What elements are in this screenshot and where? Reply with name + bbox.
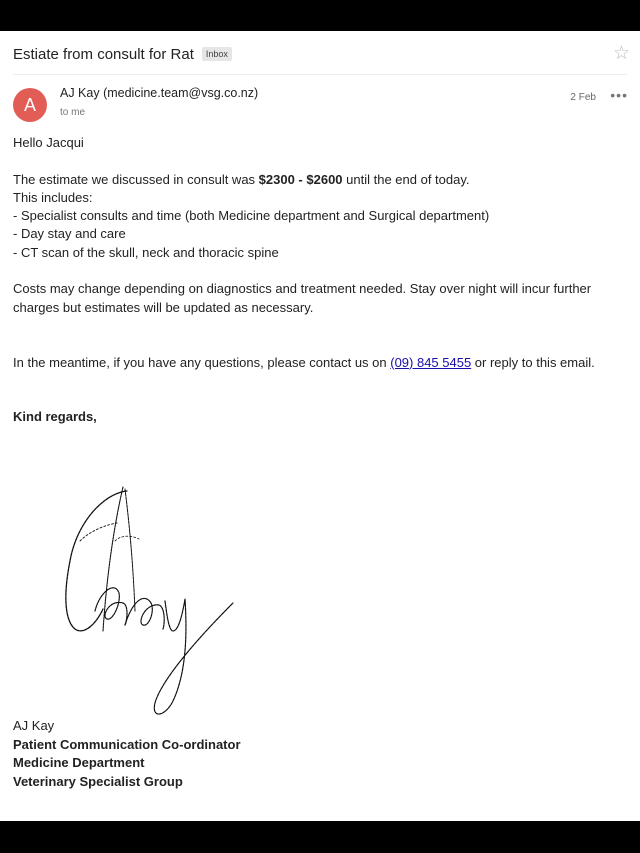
costs-note: Costs may change depending on diagnostics and treatment needed. Stay over night will incur further charges but estimates will be updated as necessary. bbox=[13, 281, 592, 315]
estimate-text-pre: The estimate we discussed in consult was bbox=[13, 171, 259, 187]
closing: Kind regards, bbox=[13, 409, 97, 425]
estimate-range: $2300 - $2600 bbox=[258, 171, 343, 187]
contact-text-pre: In the meantime, if you have any questions, please contact us on bbox=[13, 354, 391, 370]
includes-heading: This includes: bbox=[13, 189, 93, 205]
signature-name: AJ Kay bbox=[13, 718, 55, 733]
include-item: - Specialist consults and time (both Medicine department and Surgical department) bbox=[13, 208, 490, 224]
signature-title: Patient Communication Co-ordinator bbox=[13, 736, 241, 752]
signature-organization: Veterinary Specialist Group bbox=[13, 773, 183, 789]
sender-name[interactable]: AJ Kay (medicine.team@vsg.co.nz) bbox=[60, 86, 259, 100]
subject-row bbox=[13, 43, 630, 65]
estimate-text-post: until the end of today. bbox=[342, 171, 470, 187]
include-item: - CT scan of the skull, neck and thoracic spine bbox=[13, 244, 279, 260]
email-subject: Estiate from consult for Rat bbox=[13, 45, 194, 63]
email-screen bbox=[0, 31, 640, 821]
more-options-icon[interactable]: ••• bbox=[610, 87, 628, 103]
contact-text-post: or reply to this email. bbox=[471, 354, 595, 370]
signature-image bbox=[55, 481, 245, 716]
header-divider bbox=[13, 74, 627, 75]
estimate-line bbox=[13, 171, 600, 189]
greeting: Hello Jacqui bbox=[13, 135, 84, 150]
recipient-label[interactable]: to me bbox=[60, 107, 86, 118]
inbox-label-badge[interactable]: Inbox bbox=[202, 47, 232, 61]
email-date: 2 Feb bbox=[570, 92, 596, 103]
signature-block bbox=[13, 717, 241, 791]
contact-line bbox=[13, 354, 600, 372]
avatar[interactable]: A bbox=[13, 88, 47, 122]
star-icon[interactable]: ☆ bbox=[612, 43, 630, 64]
include-item: - Day stay and care bbox=[13, 226, 126, 242]
signature-department: Medicine Department bbox=[13, 755, 145, 770]
phone-link[interactable]: (09) 845 5455 bbox=[390, 354, 472, 370]
email-body bbox=[13, 134, 600, 427]
